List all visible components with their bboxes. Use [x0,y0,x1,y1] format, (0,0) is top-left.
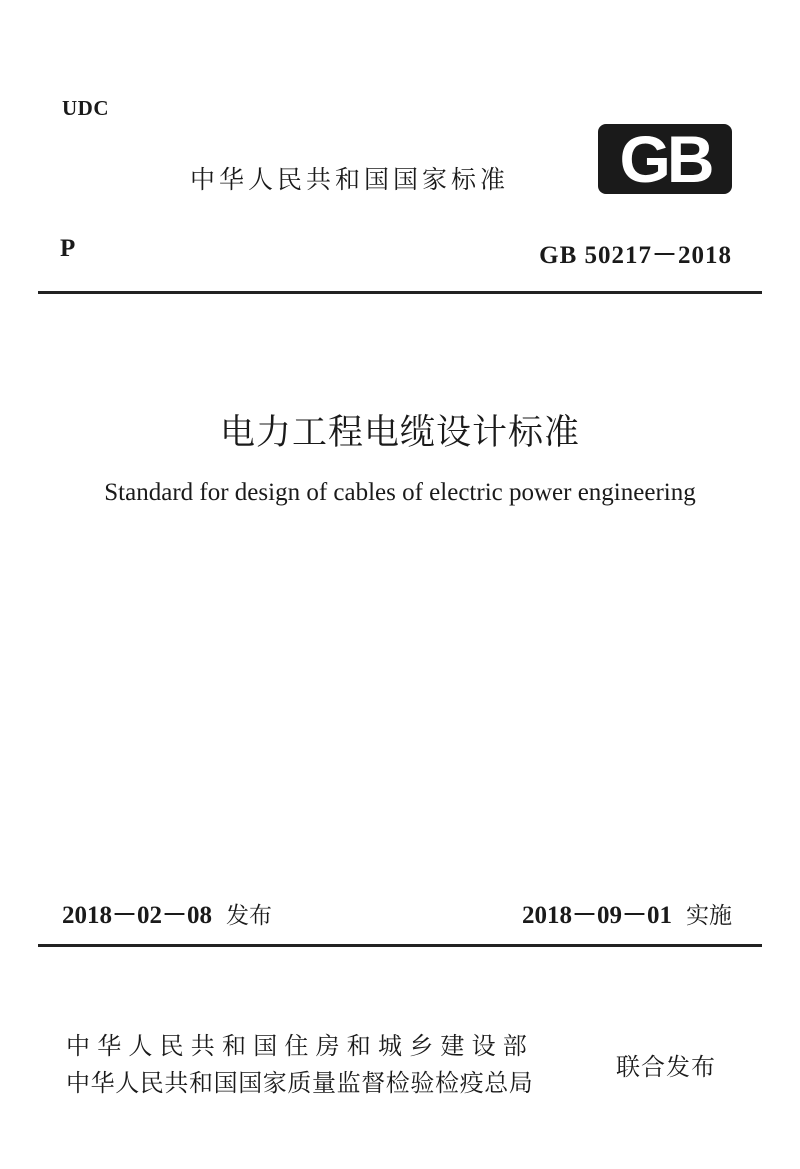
issuer-quality-inspection: 中华人民共和国国家质量监督检验检疫总局 [66,1069,534,1097]
document-title-chinese: 电力工程电缆设计标准 [219,413,580,453]
issue-date-line [62,895,272,931]
issue-date: 2018－02－08 [62,902,213,929]
issuer-ministry-housing: 中华人民共和国住房和城乡建设部 [66,1032,534,1060]
issue-label: 发布 [226,903,273,929]
implementation-date-line [522,895,732,931]
udc-label: UDC [62,96,109,120]
document-title-english: Standard for design of cables of electric power engineering [104,479,696,506]
implementation-date: 2018－09－01 [521,902,672,929]
national-standard-heading: 中华人民共和国国家标准 [190,165,510,194]
bottom-divider [38,944,762,947]
gb-logo [598,124,732,194]
standard-number: GB 50217－2018 [539,242,732,269]
category-code: P [60,235,76,262]
top-divider [38,291,762,294]
gb-logo-text: GB [619,124,711,194]
implementation-label: 实施 [686,903,732,929]
joint-issue-label: 联合发布 [616,1053,716,1081]
